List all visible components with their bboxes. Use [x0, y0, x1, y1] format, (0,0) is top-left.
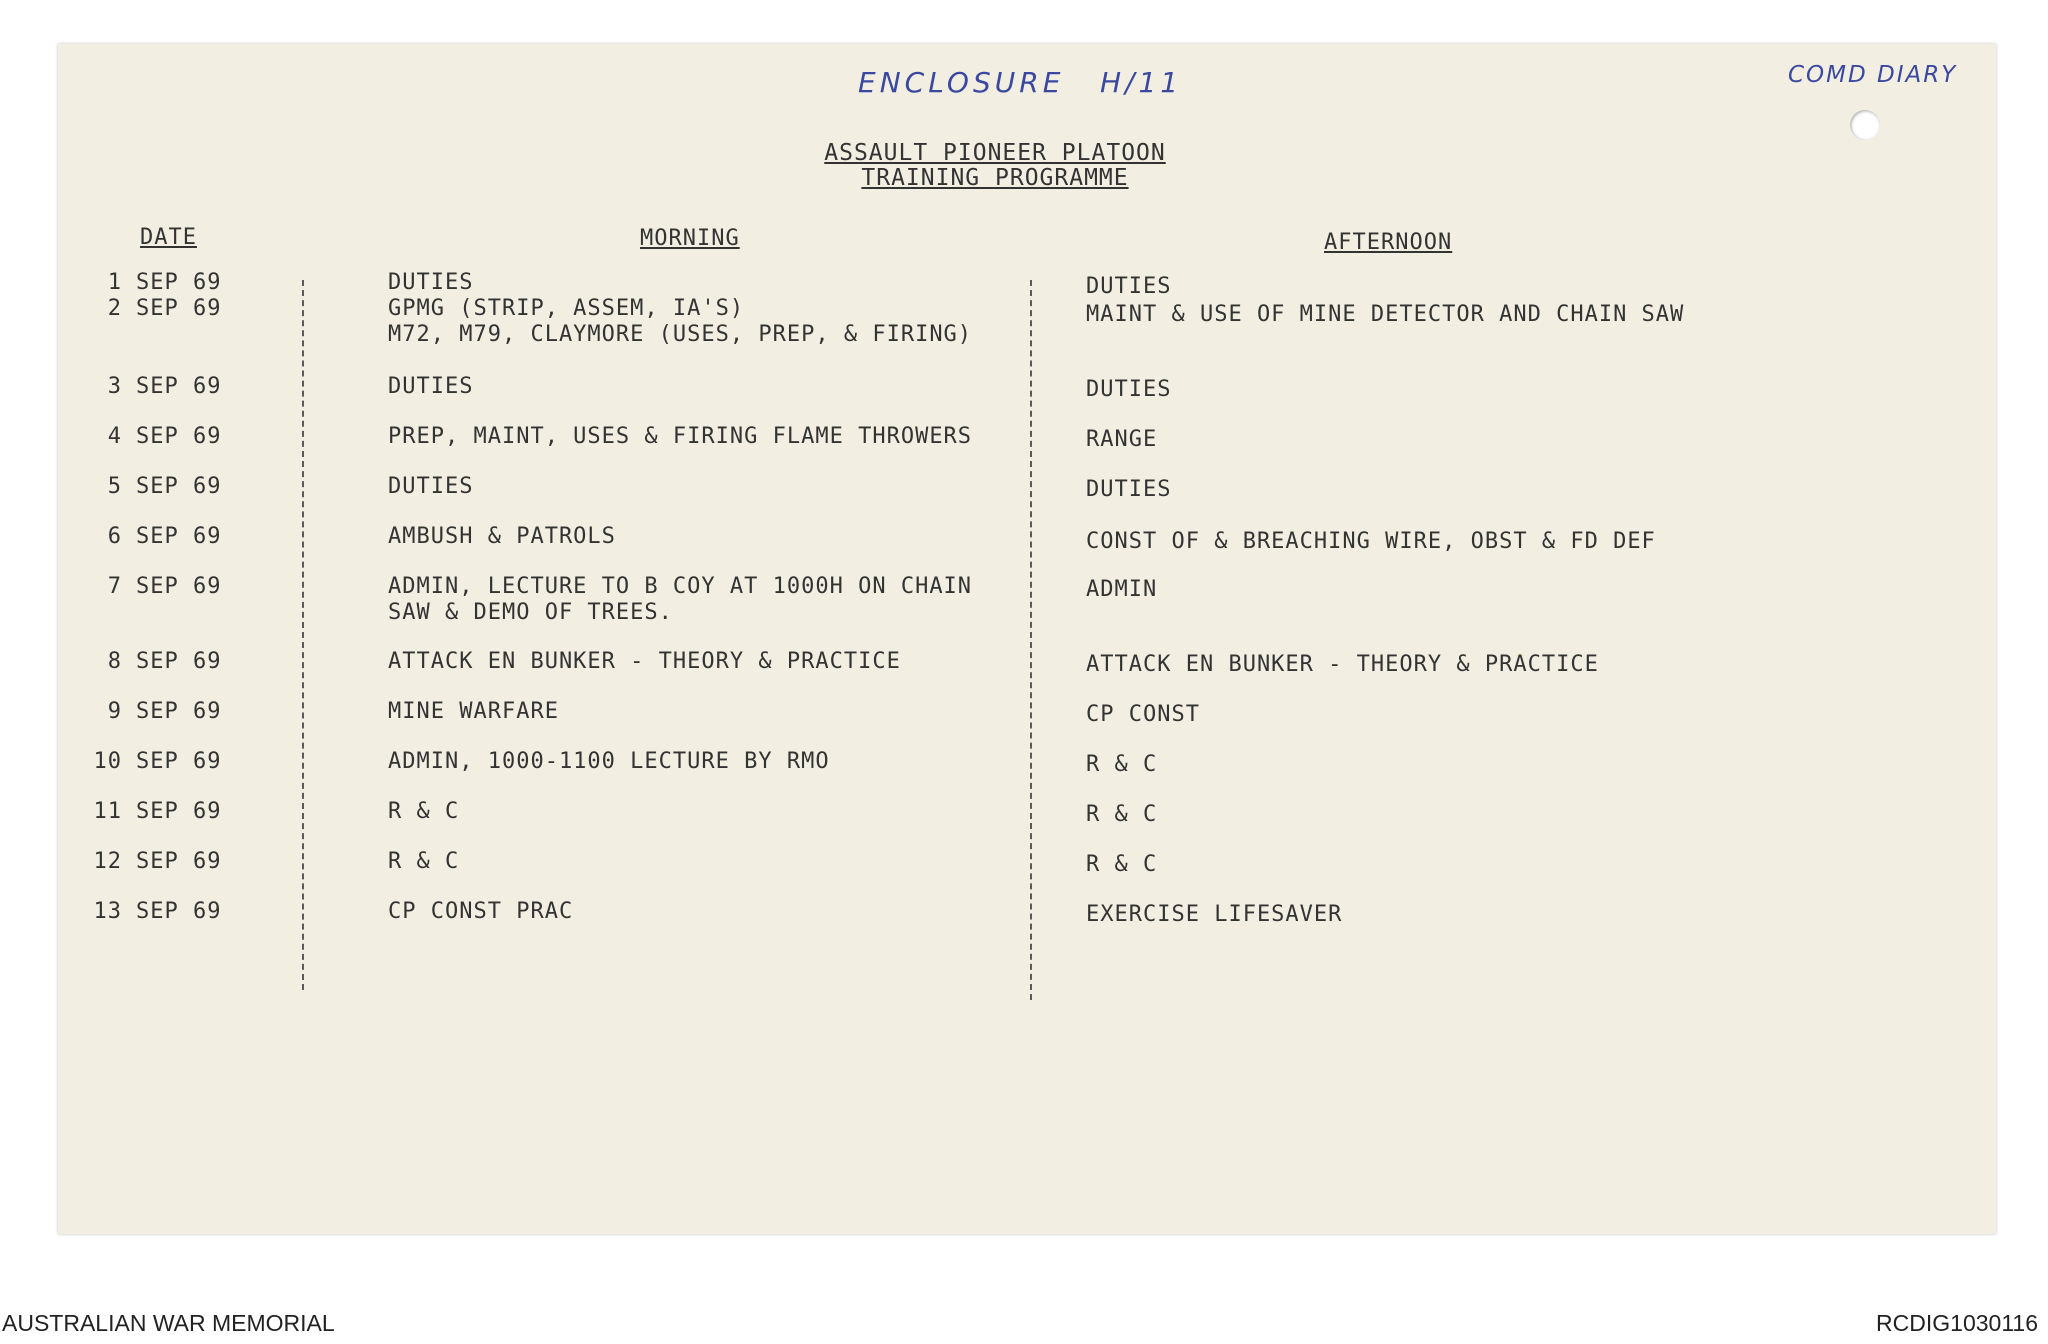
document-subtitle: TRAINING PROGRAMME	[861, 165, 1129, 191]
document-title: ASSAULT PIONEER PLATOON	[824, 140, 1166, 166]
row-day-number: 11	[93, 799, 122, 824]
column-divider-right	[1030, 280, 1032, 1000]
row-date: SEP 69	[136, 699, 222, 724]
row-day-number: 5	[107, 474, 122, 499]
row-morning: PREP, MAINT, USES & FIRING FLAME THROWERS	[388, 424, 973, 449]
row-date: SEP 69	[136, 374, 222, 399]
row-afternoon: ADMIN	[1086, 577, 1158, 602]
row-date: SEP 69	[136, 474, 222, 499]
row-morning: MINE WARFARE	[388, 699, 559, 724]
row-day-number: 13	[93, 899, 122, 924]
row-morning: ADMIN, 1000-1100 LECTURE BY RMO	[388, 749, 830, 774]
row-day-number: 1	[107, 270, 122, 295]
row-afternoon: EXERCISE LIFESAVER	[1086, 902, 1343, 927]
row-day-number: 2	[107, 296, 122, 321]
row-day-number: 3	[107, 374, 122, 399]
row-day-number: 10	[93, 749, 122, 774]
row-afternoon: RANGE	[1086, 427, 1158, 452]
row-afternoon: ATTACK EN BUNKER - THEORY & PRACTICE	[1086, 652, 1599, 677]
row-day-number: 8	[107, 649, 122, 674]
row-date: SEP 69	[136, 296, 222, 321]
column-header-morning: MORNING	[640, 226, 740, 251]
row-date: SEP 69	[136, 849, 222, 874]
comd-diary-annotation: COMD DIARY	[1788, 62, 1958, 88]
row-day-number: 4	[107, 424, 122, 449]
row-date: SEP 69	[136, 749, 222, 774]
row-morning: DUTIES	[388, 374, 474, 399]
row-date: SEP 69	[136, 524, 222, 549]
row-afternoon: R & C	[1086, 802, 1158, 827]
row-afternoon: CP CONST	[1086, 702, 1200, 727]
row-date: SEP 69	[136, 270, 222, 295]
row-morning: R & C	[388, 799, 460, 824]
row-morning: GPMG (STRIP, ASSEM, IA'S) M72, M79, CLAYMORE (USES, PREP, & FIRING)	[388, 296, 973, 347]
row-date: SEP 69	[136, 799, 222, 824]
punch-hole	[1850, 110, 1880, 140]
row-afternoon: R & C	[1086, 852, 1158, 877]
enclosure-ref-annotation: H/11	[1100, 66, 1183, 99]
row-day-number: 6	[107, 524, 122, 549]
row-morning: R & C	[388, 849, 460, 874]
row-afternoon: MAINT & USE OF MINE DETECTOR AND CHAIN SAW	[1086, 302, 1685, 327]
row-date: SEP 69	[136, 574, 222, 599]
row-morning: DUTIES	[388, 270, 474, 295]
row-afternoon: R & C	[1086, 752, 1158, 777]
row-afternoon: DUTIES	[1086, 274, 1172, 299]
row-date: SEP 69	[136, 899, 222, 924]
footer-id: RCDIG1030116	[1876, 1310, 2038, 1336]
row-morning: ATTACK EN BUNKER - THEORY & PRACTICE	[388, 649, 901, 674]
row-afternoon: DUTIES	[1086, 377, 1172, 402]
enclosure-annotation: ENCLOSURE	[858, 66, 1065, 99]
row-afternoon: CONST OF & BREACHING WIRE, OBST & FD DEF	[1086, 529, 1656, 554]
document-sheet	[58, 44, 1996, 1234]
row-morning: CP CONST PRAC	[388, 899, 574, 924]
row-date: SEP 69	[136, 424, 222, 449]
footer-credit: AUSTRALIAN WAR MEMORIAL	[2, 1310, 335, 1336]
row-day-number: 9	[107, 699, 122, 724]
row-morning: ADMIN, LECTURE TO B COY AT 1000H ON CHAIN SAW & DEMO OF TREES.	[388, 574, 973, 625]
row-date: SEP 69	[136, 649, 222, 674]
column-header-date: DATE	[140, 225, 197, 250]
row-day-number: 12	[93, 849, 122, 874]
column-header-afternoon: AFTERNOON	[1324, 230, 1453, 255]
row-morning: DUTIES	[388, 474, 474, 499]
row-afternoon: DUTIES	[1086, 477, 1172, 502]
column-divider-left	[302, 280, 304, 990]
row-day-number: 7	[107, 574, 122, 599]
row-morning: AMBUSH & PATROLS	[388, 524, 616, 549]
